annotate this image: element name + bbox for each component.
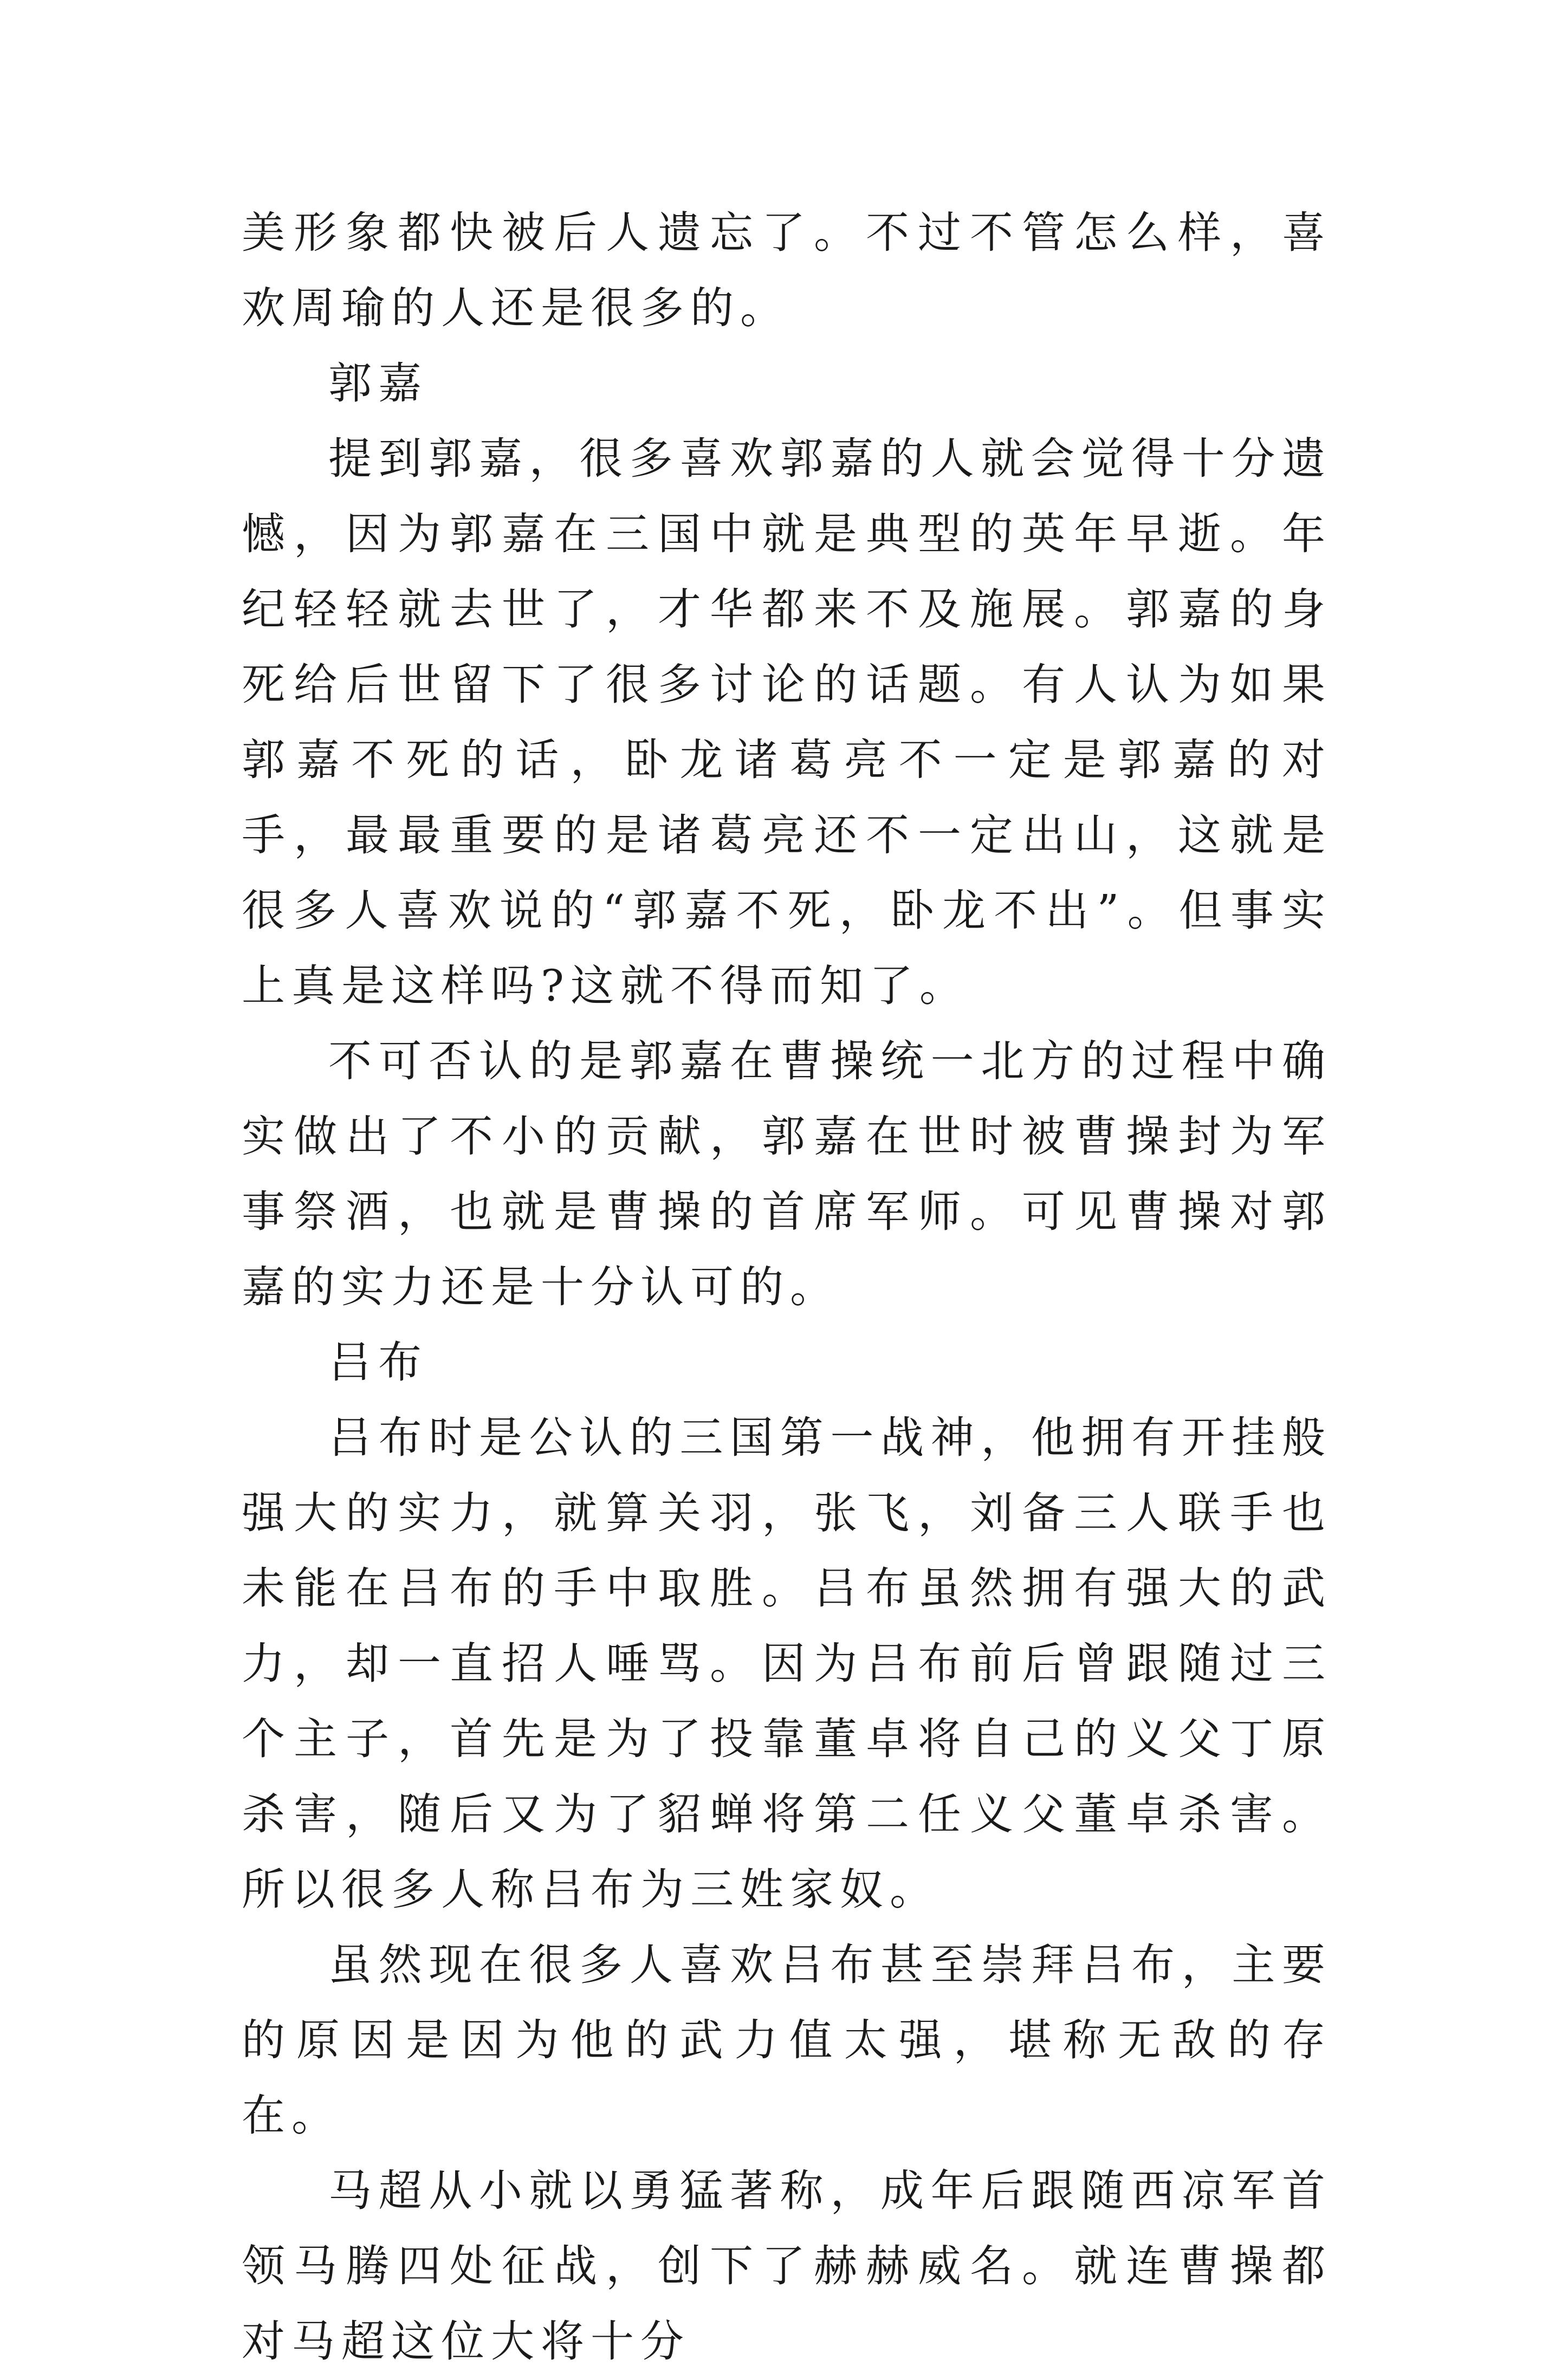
paragraph-lvbu-popularity: 虽然现在很多人喜欢吕布甚至崇拜吕布，主要的原因是因为他的武力值太强，堪称无敌的存在。: [242, 1940, 1332, 2141]
document-body: [242, 195, 1332, 2379]
paragraph-lvbu-intro: 吕布时是公认的三国第一战神，他拥有开挂般强大的实力，就算关羽，张飞，刘备三人联手也未能在吕布的手中取胜。吕布虽然拥有强大的武力，却一直招人唾骂。因为吕布前后曾跟随过三个主子，首先是为了投靠董卓将自己的义父丁原杀害，随后又为了貂蝉将第二任义父董卓杀害。所以很多人称吕布为三姓家奴。: [242, 1412, 1332, 1915]
paragraph-guojia-intro: 提到郭嘉，很多喜欢郭嘉的人就会觉得十分遗憾，因为郭嘉在三国中就是典型的英年早逝。年纪轻轻就去世了，才华都来不及施展。郭嘉的身死给后世留下了很多讨论的话题。有人认为如果郭嘉不死的话，卧龙诸葛亮不一定是郭嘉的对手，最最重要的是诸葛亮还不一定出山，这就是很多人喜欢说的“郭嘉不死，卧龙不出”。但事实上真是这样吗?这就不得而知了。: [242, 433, 1332, 1011]
section-heading-lvbu: 吕布: [328, 1337, 428, 1388]
paragraph-machao: 马超从小就以勇猛著称，成年后跟随西凉军首领马腾四处征战，创下了赫赫威名。就连曹操都对马超这位大将十分: [242, 2166, 1332, 2367]
section-heading-guojia: 郭嘉: [328, 358, 428, 409]
paragraph-zhouyu-ending: 美形象都快被后人遗忘了。不过不管怎么样，喜欢周瑜的人还是很多的。: [242, 208, 1332, 333]
paragraph-guojia-contribution: 不可否认的是郭嘉在曹操统一北方的过程中确实做出了不小的贡献，郭嘉在世时被曹操封为军事祭酒，也就是曹操的首席军师。可见曹操对郭嘉的实力还是十分认可的。: [242, 1036, 1332, 1312]
